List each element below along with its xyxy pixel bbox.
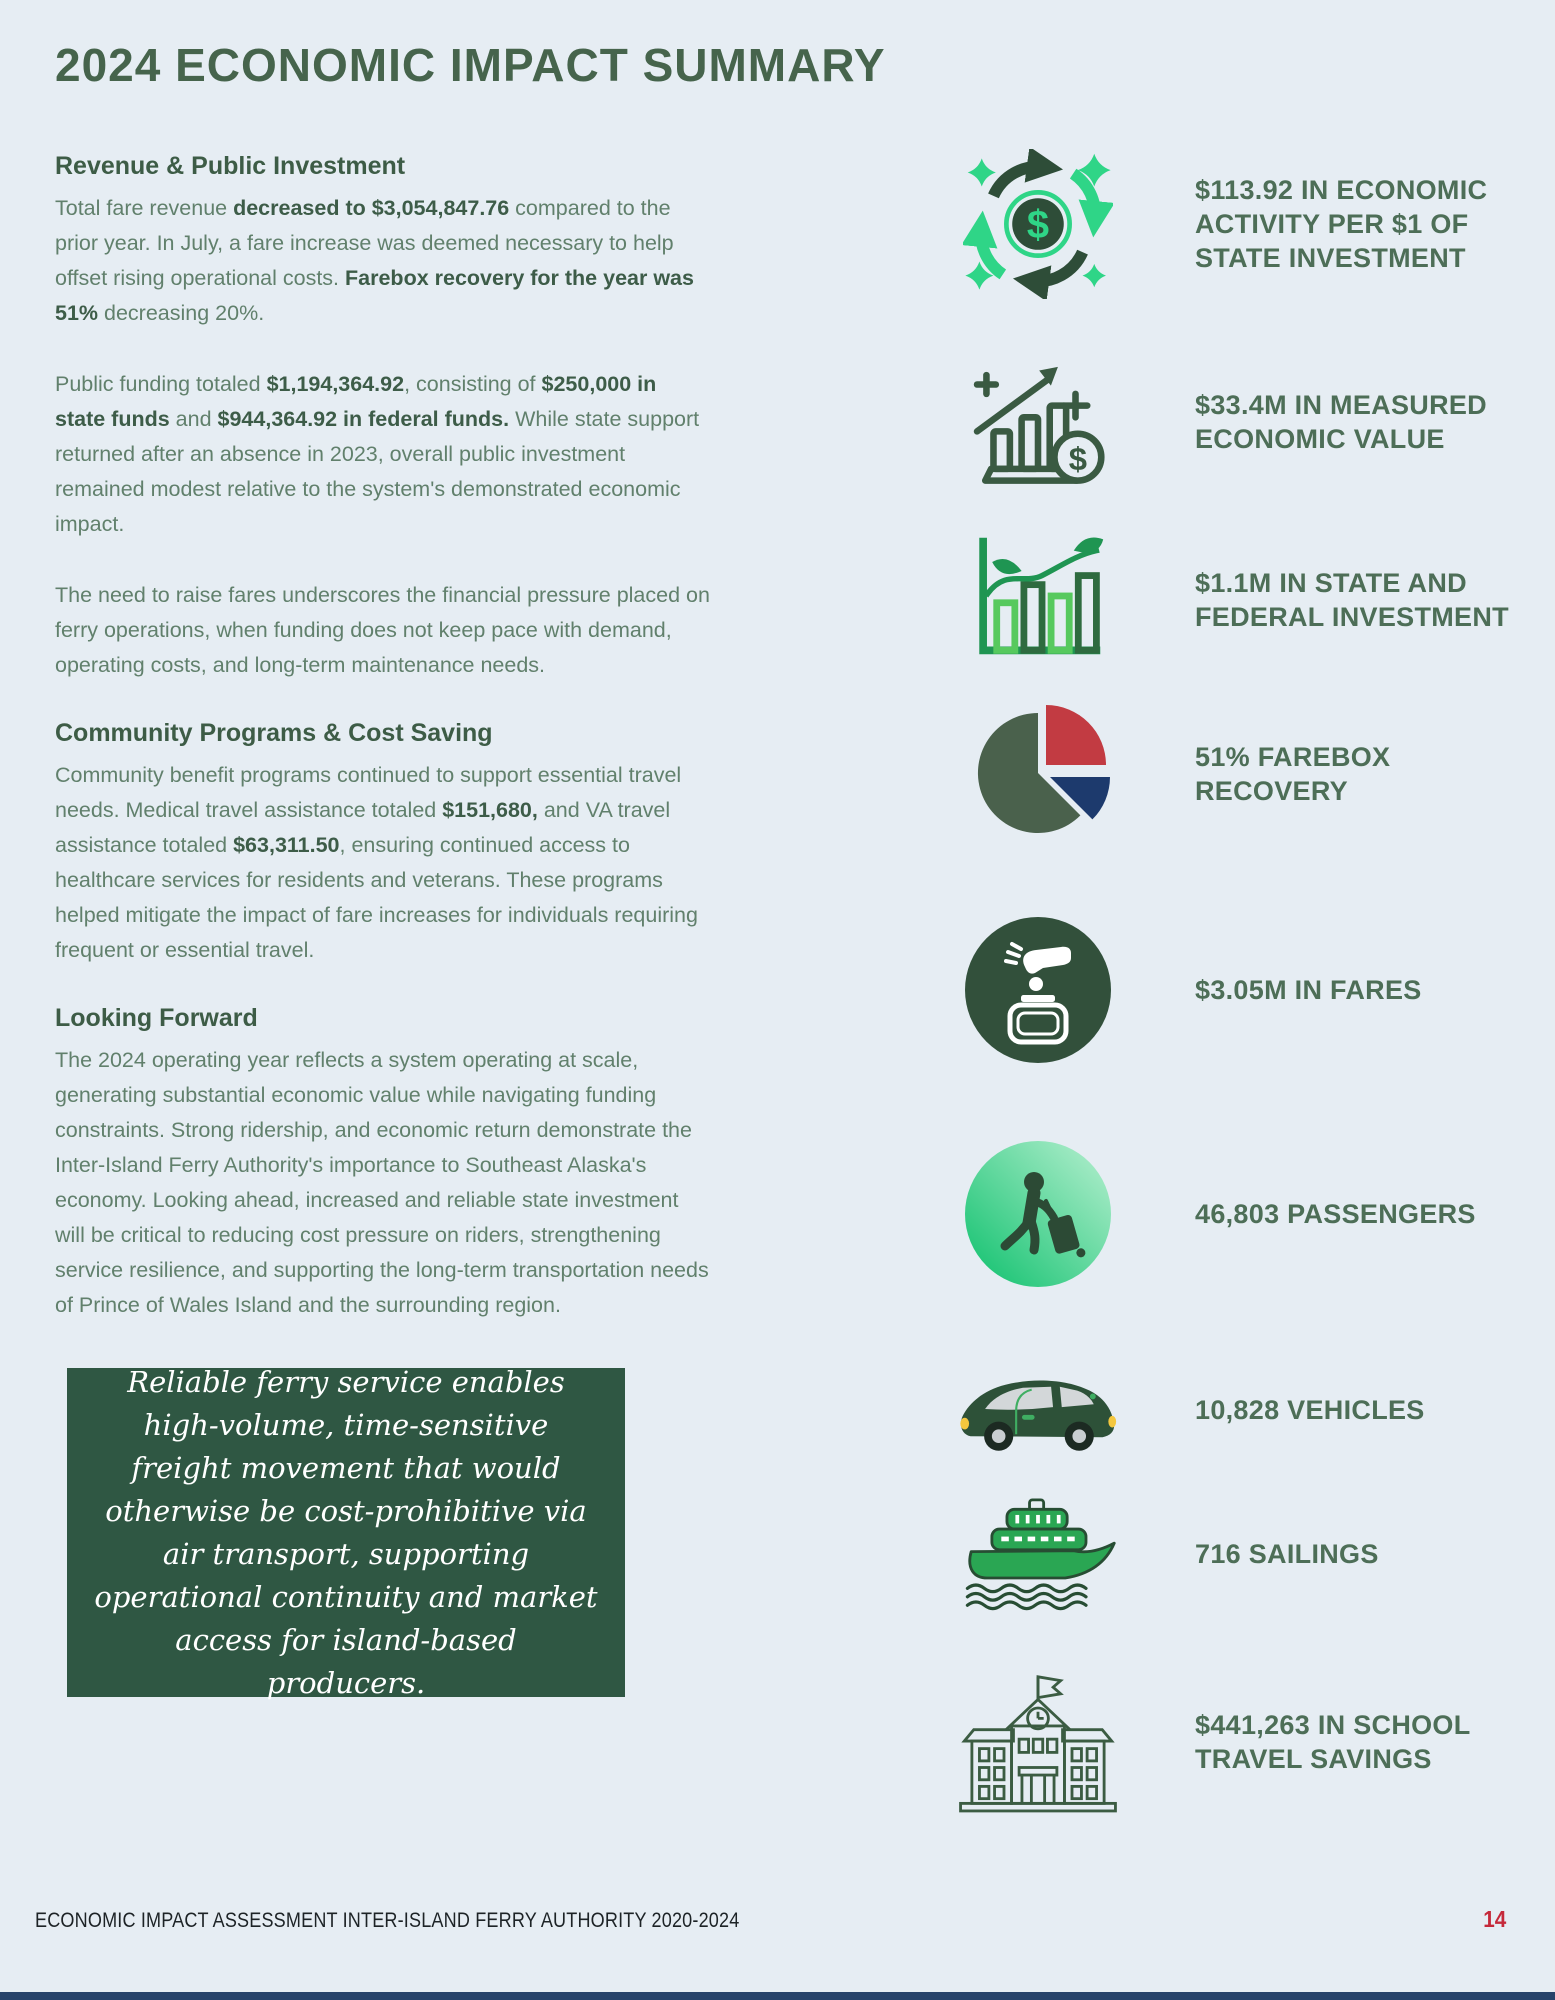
stat-label: 716 SAILINGS [1195,1539,1379,1569]
stat-label: $33.4M IN MEASURED ECONOMIC VALUE [1195,390,1487,454]
svg-text:$: $ [1026,203,1049,248]
stat-measured-value [950,338,1510,506]
stat-school-savings [950,1658,1510,1826]
paragraph: The 2024 operating year reflects a system operating at scale, generating substantial economic value while navigating funding constraints. Strong ridership, and economic return demonstrate the Inter-Island Ferry Authority's importance to Southeast Alaska's economy. Looking ahead, increased and reliable state investment will be critical to reducing cost pressure on riders, strengthening service resilience, and supporting the long-term transportation needs of Prince of Wales Island and the surrounding region. [55,1048,709,1317]
pull-quote-box [67,1364,625,1700]
investment-bars-icon [950,516,1125,684]
stat-label: $1.1M IN STATE AND FEDERAL INVESTMENT [1195,568,1509,632]
stat-farebox-recovery [950,690,1510,858]
section-revenue-public-investment [55,152,710,683]
section-heading: Looking Forward [55,1004,258,1032]
growth-chart-icon [950,338,1125,506]
dollar-cycle-icon [950,140,1125,308]
vehicle-icon [950,1326,1125,1494]
farebox-icon [950,906,1125,1074]
stat-vehicles [950,1326,1510,1494]
paragraph: Community benefit programs continued to support essential travel needs. Medical travel assistance totaled $151,680, and VA travel assistance totaled $63,311.50, ensuring continued access to healthcare services for residents and veterans. These programs helped mitigate the impact of fare increases for individuals requiring frequent or essential travel. [55,763,698,962]
section-community-programs [55,719,710,968]
narrative-column [55,152,710,1359]
stat-label: $113.92 IN ECONOMIC ACTIVITY PER $1 OF STATE INVESTMENT [1195,175,1488,273]
section-heading: Revenue & Public Investment [55,152,406,180]
svg-text:$: $ [1068,440,1087,478]
paragraph: The need to raise fares underscores the financial pressure placed on ferry operations, when funding does not keep pace with demand, operating costs, and long-term maintenance needs. [55,583,710,677]
stat-state-federal-investment [950,516,1510,684]
footer-text: ECONOMIC IMPACT ASSESSMENT INTER-ISLAND FERRY AUTHORITY 2020-2024 [35,1908,740,1932]
paragraph: Total fare revenue decreased to $3,054,847.76 compared to the prior year. In July, a fare increase was deemed necessary to help offset rising operational costs. Farebox recovery for the year was 51% decreasing 20%. [55,196,694,325]
ferry-icon [950,1470,1125,1638]
stat-economic-activity [950,140,1510,308]
page-title: 2024 ECONOMIC IMPACT SUMMARY [55,39,886,91]
stat-label: 46,803 PASSENGERS [1195,1199,1476,1229]
footer-bar [0,1992,1555,2000]
pie-chart-icon [950,690,1125,858]
school-icon [950,1658,1125,1826]
stat-label: 51% FAREBOX RECOVERY [1195,742,1391,806]
stat-passengers [950,1130,1510,1298]
stat-sailings [950,1470,1510,1638]
stat-label: 10,828 VEHICLES [1195,1395,1425,1425]
page-number: 14 [1483,1906,1507,1932]
stat-fares [950,906,1510,1074]
stat-label: $3.05M IN FARES [1195,975,1422,1005]
pull-quote-text: Reliable ferry service enables high-volume, time-sensitive freight movement that would otherwise be cost-prohibitive via air transport, supporting operational continuity and market access for island-based producers. [94,1364,598,1700]
passenger-icon [950,1130,1125,1298]
paragraph: Public funding totaled $1,194,364.92, consisting of $250,000 in state funds and $944,364.92 in federal funds. While state support returned after an absence in 2023, overall public investment remained modest relative to the system's demonstrated economic impact. [55,372,700,536]
section-looking-forward [55,1004,710,1323]
section-heading: Community Programs & Cost Saving [55,719,493,747]
stat-label: $441,263 IN SCHOOL TRAVEL SAVINGS [1195,1710,1471,1774]
